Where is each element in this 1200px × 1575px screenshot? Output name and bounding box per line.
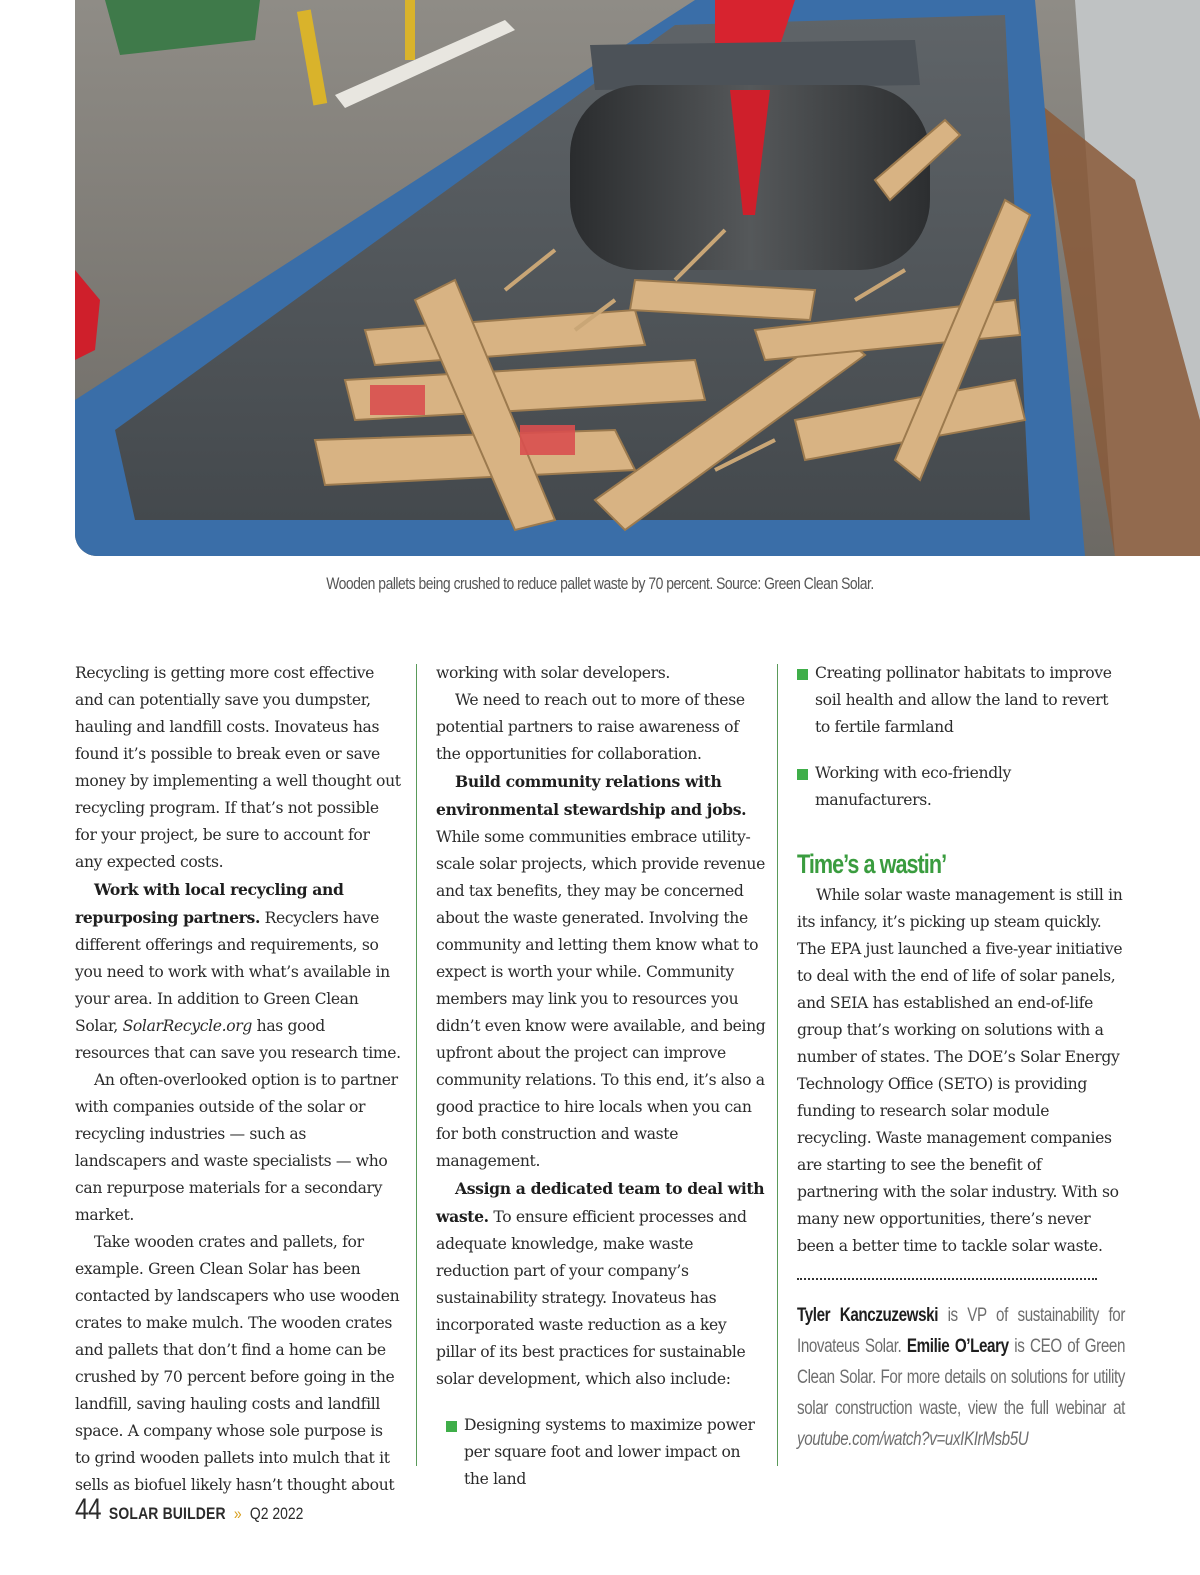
paragraph: An often-overlooked option is to partner with companies outside of the solar or recycling industries — such as landscapers and waste specialists — who can repurpose materials for a secondary market.	[75, 1071, 398, 1224]
paragraph: Recycling is getting more cost effective and can potentially save you dumpster, hauling and landfill costs. Inovateus has found it’s possible to break even or save money by implementing a well thought out recycling program. If that’s not possible for your project, be sure to account for any expected costs.	[75, 664, 401, 871]
run-in-heading: Assign a dedicated team to deal with waste.	[436, 1179, 765, 1226]
webinar-link[interactable]: youtube.com/watch?v=uxIKIrMsb5U	[797, 1429, 1029, 1450]
run-in-heading: Work with local recycling and repurposing partners.	[75, 880, 344, 927]
page-number: 44	[75, 1493, 101, 1526]
article-column-2	[436, 660, 766, 1493]
run-in-heading: Build community relations with environmental stewardship and jobs.	[436, 772, 747, 819]
issue-label: Q2 2022	[249, 1504, 304, 1523]
list-item-text: Designing systems to maximize power per square foot and lower impact on the land	[464, 1416, 755, 1488]
photo-caption: Wooden pallets being crushed to reduce pallet waste by 70 percent. Source: Green Clean Solar.	[326, 574, 874, 593]
bio-text: is CEO of Green Clean Solar. For more details on solutions for utility solar construction waste, view the full webinar at	[797, 1336, 1125, 1419]
paragraph-text: To ensure efficient processes and adequate knowledge, make waste reduction part of your company’s sustainability strategy. Inovateus has incorporated waste reduction as a key pillar of its best practices for sustainable solar development, which also include:	[436, 1208, 747, 1388]
author-name: Tyler Kanczuzewski	[797, 1305, 939, 1326]
paragraph: Take wooden crates and pallets, for example. Green Clean Solar has been contacted by landscapers who use wooden crates to make mulch. The wooden crates and pallets that don’t find a home can be crushed by 70 percent before going in the landfill, saving hauling costs and landfill space. A company whose sole purpose is to grind wooden pallets into mulch that it sells as biofuel likely hasn’t thought about	[75, 1233, 400, 1494]
page-footer	[75, 1493, 303, 1527]
bullet-list	[436, 1412, 766, 1493]
bullet-square-icon	[797, 769, 808, 780]
paragraph-text: has good resources that can save you research time.	[75, 1017, 401, 1062]
list-item	[787, 760, 1127, 814]
separator-icon: »	[233, 1504, 242, 1523]
author-name: Emilie O’Leary	[906, 1336, 1009, 1357]
bio-text: is VP of sustainability for Inovateus Solar.	[797, 1305, 1126, 1357]
bullet-square-icon	[446, 1421, 457, 1432]
dotted-divider	[797, 1278, 1097, 1280]
article-column-3	[797, 660, 1127, 1455]
column-rule	[777, 664, 778, 1466]
bullet-list	[797, 660, 1127, 814]
paragraph	[436, 768, 766, 1175]
column-rule	[416, 664, 417, 1466]
list-item	[787, 660, 1127, 741]
paragraph-text: Recyclers have different offerings and requirements, so you need to work with what’s available in your area. In addition to Green Clean Solar,	[75, 909, 390, 1035]
paragraph: While solar waste management is still in its infancy, it’s picking up steam quickly. The EPA just launched a five-year initiative to deal with the end of life of solar panels, and SEIA has established an end-of-life group that’s working on solutions with a number of states. The DOE’s Solar Energy Technology Office (SETO) is providing funding to research solar module recycling. Waste management companies are starting to see the benefit of partnering with the solar industry. With so many new opportunities, there’s never been a better time to tackle solar waste.	[797, 886, 1123, 1255]
paragraph	[75, 876, 401, 1067]
magazine-name: SOLAR BUILDER	[108, 1504, 226, 1523]
list-item-text: Working with eco-friendly manufacturers.	[815, 764, 1011, 809]
section-heading: Time’s a wastin’	[797, 849, 947, 879]
paragraph: working with solar developers.	[436, 664, 671, 682]
paragraph	[436, 1175, 766, 1393]
wood-shredder-photo	[75, 0, 1200, 556]
website-reference: SolarRecycle.org	[122, 1017, 253, 1035]
list-item	[436, 1412, 766, 1493]
author-bio	[797, 1300, 1125, 1455]
bullet-square-icon	[797, 669, 808, 680]
list-item-text: Creating pollinator habitats to improve soil health and allow the land to revert to fertile farmland	[815, 664, 1112, 736]
paragraph-text: While some communities embrace utility-scale solar projects, which provide revenue and tax benefits, they may be concerned about the waste generated. Involving the community and letting them know what to expect is worth your while. Community members may link you to resources you didn’t even know were available, and being upfront about the project can improve community relations. To this end, it’s also a good practice to hire locals when you can for both construction and waste management.	[436, 828, 766, 1170]
photo-illustration	[75, 0, 1200, 556]
article-column-1	[75, 660, 401, 1499]
paragraph: We need to reach out to more of these potential partners to raise awareness of the opportunities for collaboration.	[436, 691, 745, 763]
